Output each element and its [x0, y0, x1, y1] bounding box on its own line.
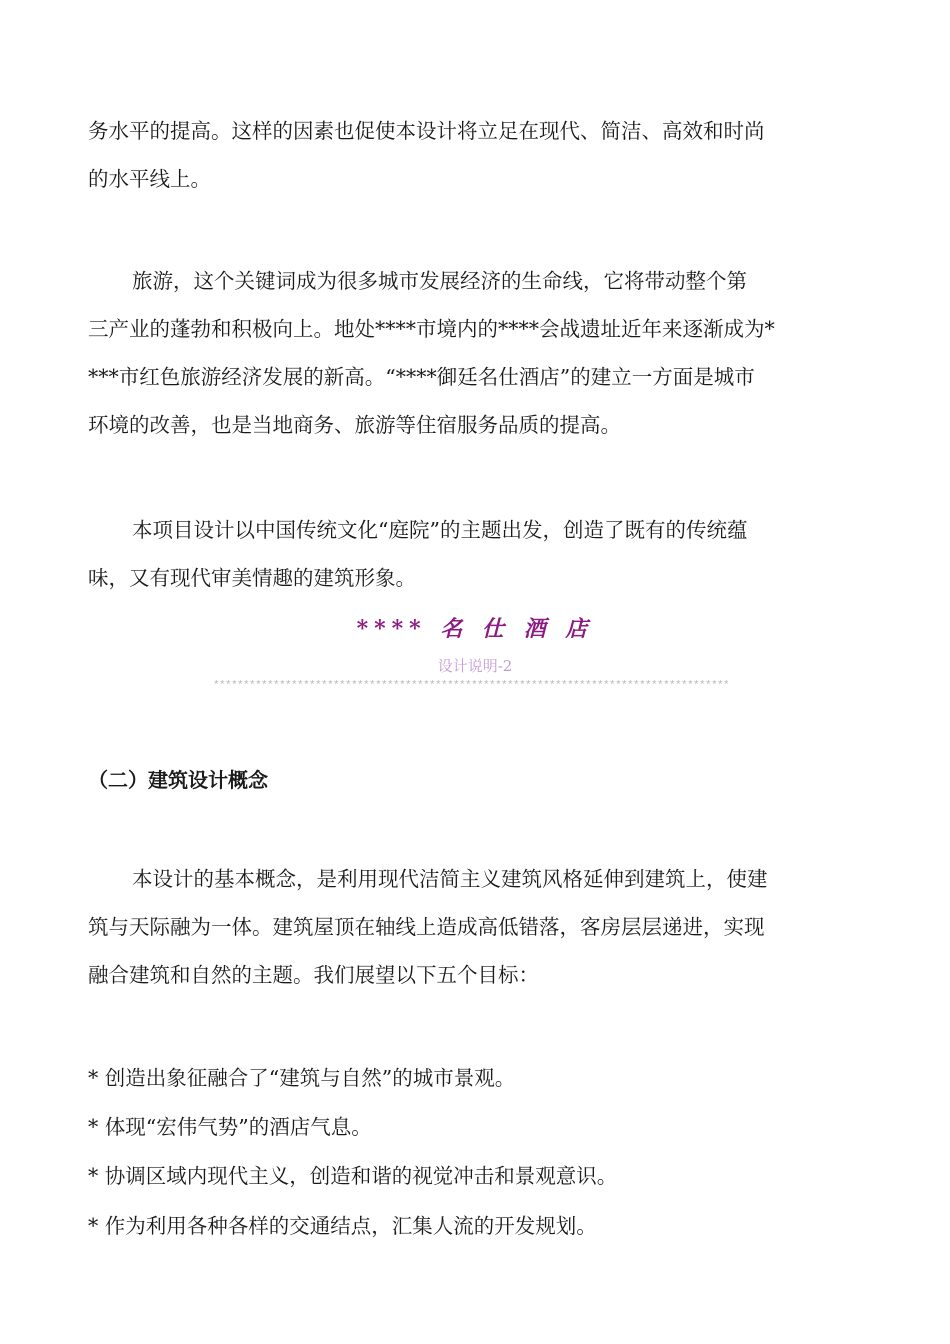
goal-list-item: * 作为利用各种各样的交通结点，汇集人流的开发规划。 — [88, 1214, 597, 1238]
text-line: 融合建筑和自然的主题。我们展望以下五个目标： — [88, 963, 539, 987]
text-line: 环境的改善，也是当地商务、旅游等住宿服务品质的提高。 — [88, 413, 621, 437]
text-line: 务水平的提高。这样的因素也促使本设计将立足在现代、简洁、高效和时尚 — [88, 119, 765, 143]
text-line: 的水平线上。 — [88, 167, 211, 191]
text-line: 本设计的基本概念，是利用现代洁简主义建筑风格延伸到建筑上，使建 — [132, 867, 768, 891]
text-line: 旅游，这个关键词成为很多城市发展经济的生命线，它将带动整个第 — [132, 269, 747, 293]
goal-list-item: * 创造出象征融合了“建筑与自然”的城市景观。 — [88, 1066, 516, 1090]
paragraph-intro-continuation — [88, 107, 838, 203]
section-heading: （二）建筑设计概念 — [88, 768, 268, 792]
goal-list-item: * 协调区域内现代主义，创造和谐的视觉冲击和景观意识。 — [88, 1164, 618, 1188]
text-line: ***市红色旅游经济发展的新高。“****御廷名仕酒店”的建立一方面是城市 — [88, 365, 755, 389]
text-line: 三产业的蓬勃和积极向上。地处****市境内的****会战遗址近年来逐渐成为* — [88, 317, 775, 341]
paragraph-design-concept — [88, 855, 838, 999]
page-subtitle: 设计说明-2 — [437, 657, 513, 675]
hotel-name-header: **** 名 仕 酒 店 — [356, 616, 594, 642]
paragraph-courtyard-theme — [88, 506, 838, 602]
paragraph-tourism — [88, 257, 838, 449]
goal-list-item: * 体现“宏伟气势”的酒店气息。 — [88, 1115, 372, 1139]
text-line: 筑与天际融为一体。建筑屋顶在轴线上造成高低错落，客房层层递进，实现 — [88, 915, 765, 939]
star-divider: ************************************************************************************** — [212, 680, 730, 692]
text-line: 本项目设计以中国传统文化“庭院”的主题出发，创造了既有的传统蕴 — [132, 518, 748, 542]
text-line: 味，又有现代审美情趣的建筑形象。 — [88, 566, 416, 590]
